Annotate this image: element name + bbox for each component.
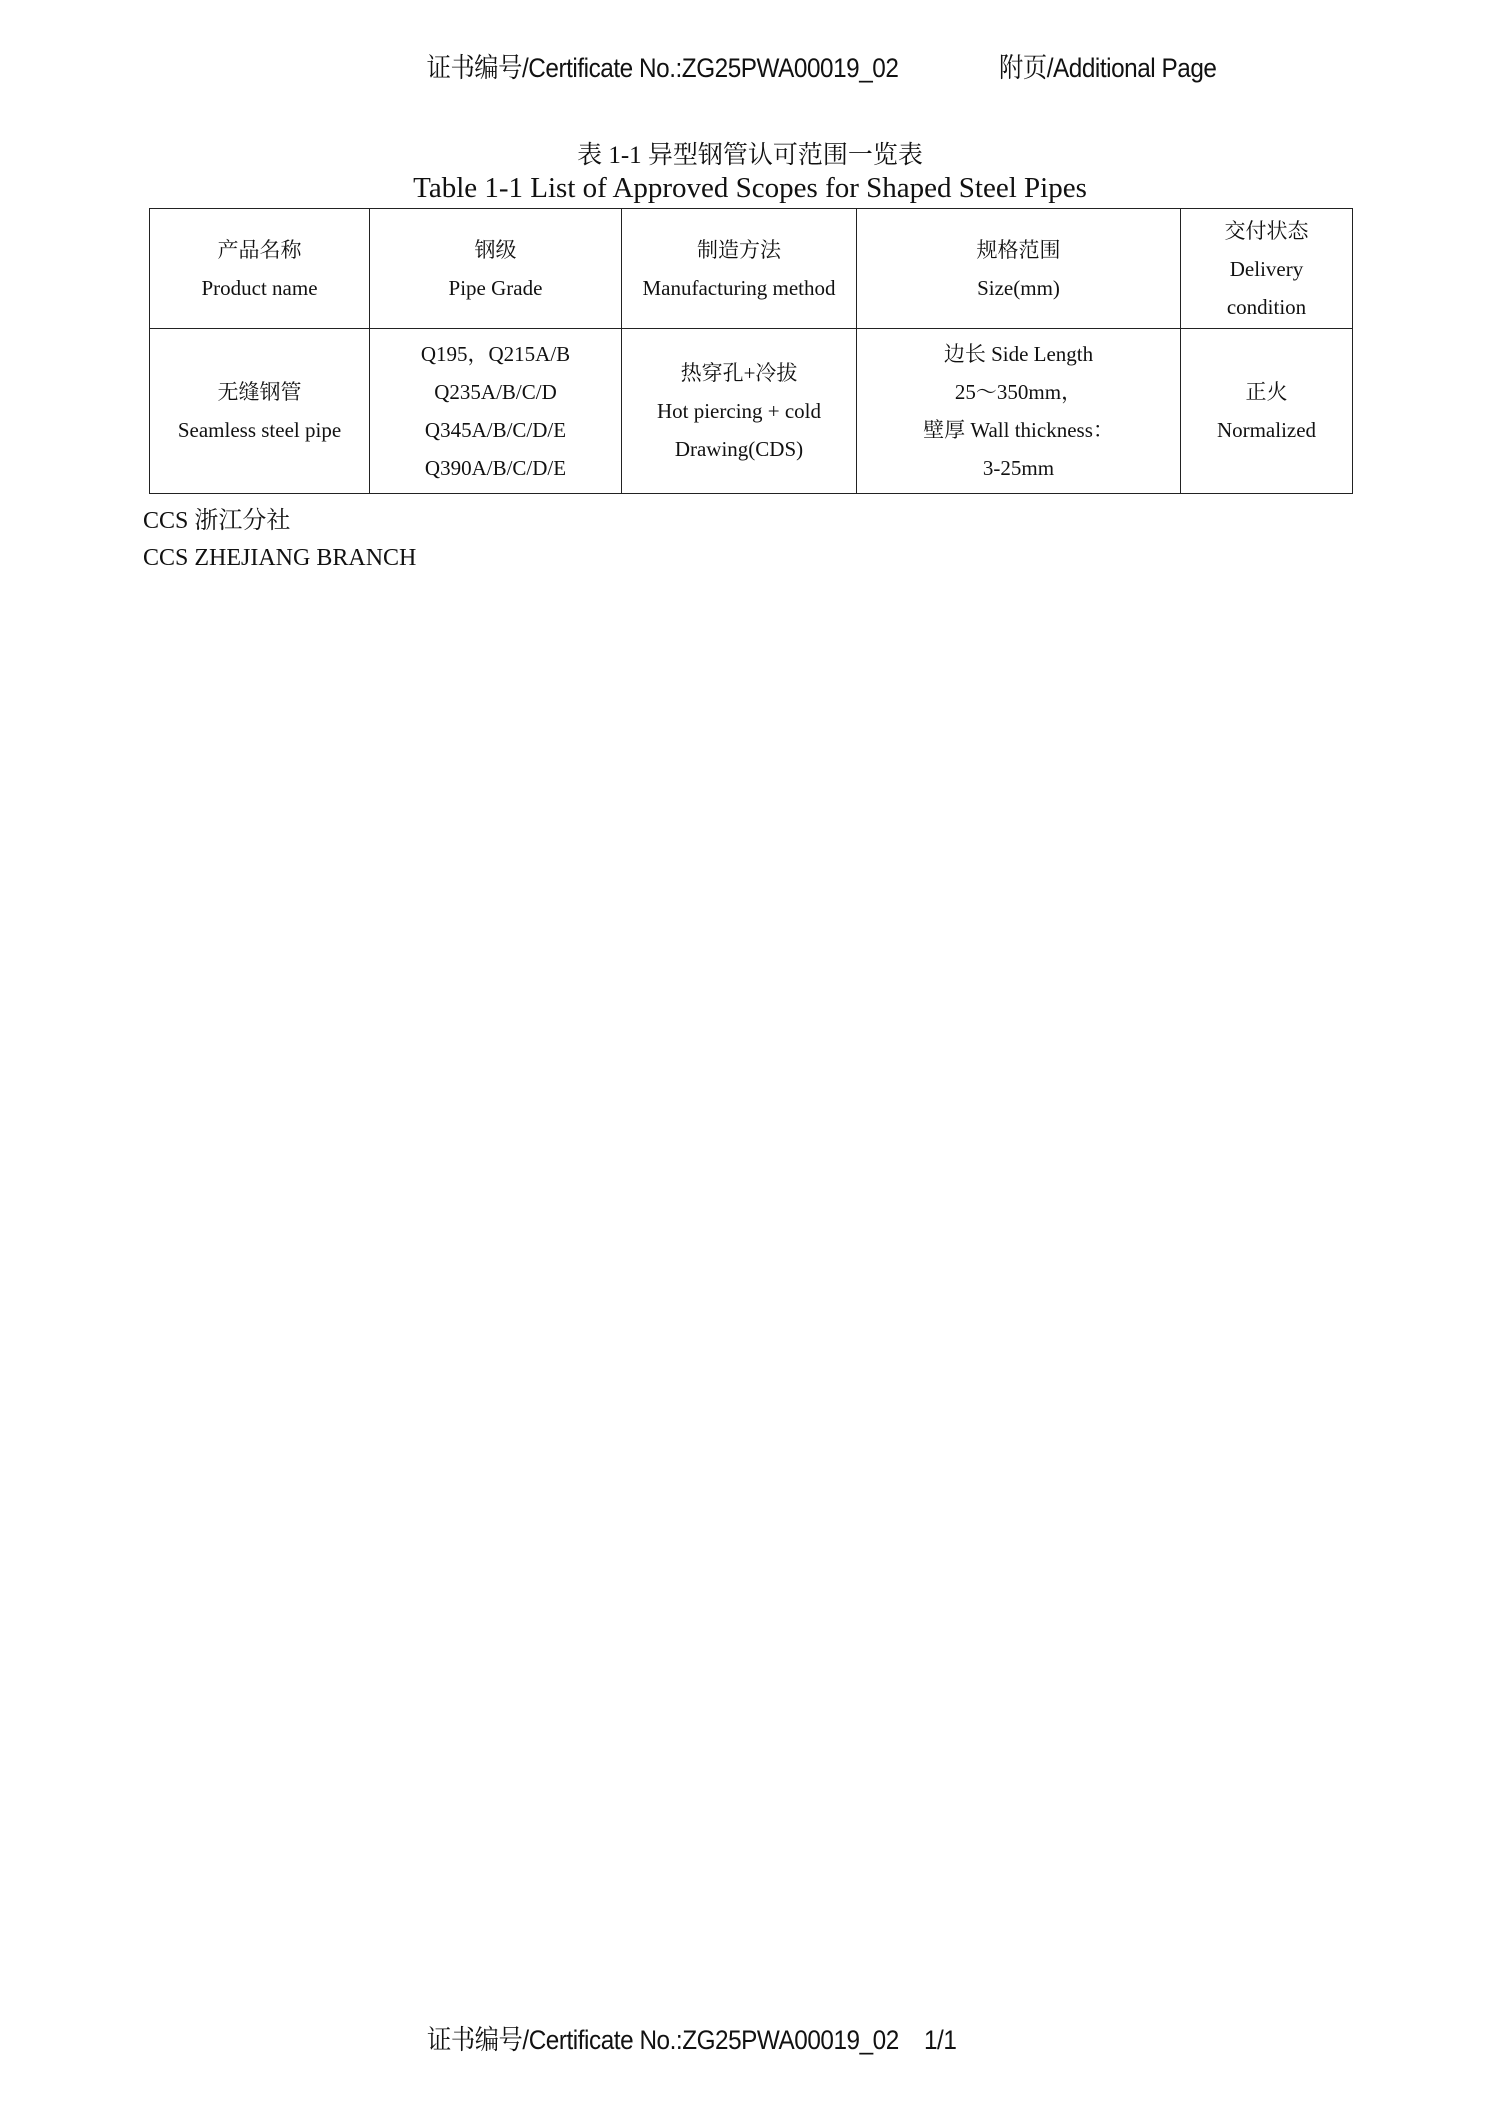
cell-line: Q195，Q215A/B [420, 342, 571, 366]
cell-line: 边长 Side Length [943, 342, 1094, 366]
header-additional-page: 附页/Additional Page [999, 53, 1217, 83]
header-line: Product name [201, 275, 318, 300]
cell-delivery-condition [1181, 329, 1353, 494]
cell-line: Q345A/B/C/D/E [424, 418, 567, 442]
header-product-name [150, 209, 370, 329]
footer-inner [427, 2018, 956, 2057]
issuing-branch [143, 503, 416, 577]
header-line: Manufacturing method [642, 275, 836, 300]
header-line: 规格范围 [976, 237, 1061, 262]
header-line: Pipe Grade [448, 275, 543, 300]
header-line: 钢级 [474, 237, 517, 262]
cell-manufacturing-method [622, 329, 857, 494]
cell-line: Drawing(CDS) [674, 437, 804, 461]
cell-line: 壁厚 Wall thickness： [923, 418, 1114, 442]
table-row [150, 329, 1353, 494]
header-pipe-grade [370, 209, 622, 329]
page-footer [0, 2018, 1500, 2058]
header-certificate-no: 证书编号/Certificate No.:ZG25PWA00019_02 [426, 53, 899, 83]
cell-size [857, 329, 1181, 494]
header-line: 制造方法 [697, 237, 781, 262]
branch-name-cn: CCS 浙江分社 [143, 508, 291, 534]
cell-line: 热穿孔+冷拔 [680, 361, 798, 385]
footer-certificate-no: 证书编号/Certificate No.:ZG25PWA00019_02 [427, 2025, 899, 2055]
header-line: Size(mm) [977, 275, 1060, 300]
cell-product-name [150, 329, 370, 494]
header-manufacturing-method [622, 209, 857, 329]
header-delivery-condition [1181, 209, 1353, 329]
cell-line: 正火 [1245, 380, 1288, 404]
cell-pipe-grade [370, 329, 622, 494]
cell-line: Normalized [1216, 418, 1317, 442]
approved-scope-table [149, 208, 1353, 494]
header-line: condition [1226, 294, 1307, 319]
cell-line: 无缝钢管 [217, 380, 302, 404]
table-title-cn: 表 1-1 异型钢管认可范围一览表 [577, 142, 923, 169]
header-size [857, 209, 1181, 329]
header-line: 交付状态 [1224, 218, 1309, 243]
table-header-row [150, 209, 1353, 329]
footer-page-number: 1/1 [923, 2025, 957, 2055]
cell-line: Seamless steel pipe [177, 418, 342, 442]
cell-line: 3-25mm [982, 456, 1055, 480]
cell-line: 25～350mm， [954, 380, 1083, 404]
page-header [0, 46, 1350, 90]
table-title-en: Table 1-1 List of Approved Scopes for Shaped Steel Pipes [413, 172, 1087, 204]
header-line: 产品名称 [217, 237, 302, 262]
branch-name-en: CCS ZHEJIANG BRANCH [143, 545, 417, 571]
cell-line: Q235A/B/C/D [434, 380, 557, 404]
cell-line: Q390A/B/C/D/E [424, 456, 567, 480]
header-line: Delivery [1229, 256, 1304, 281]
cell-line: Hot piercing + cold [656, 399, 822, 423]
